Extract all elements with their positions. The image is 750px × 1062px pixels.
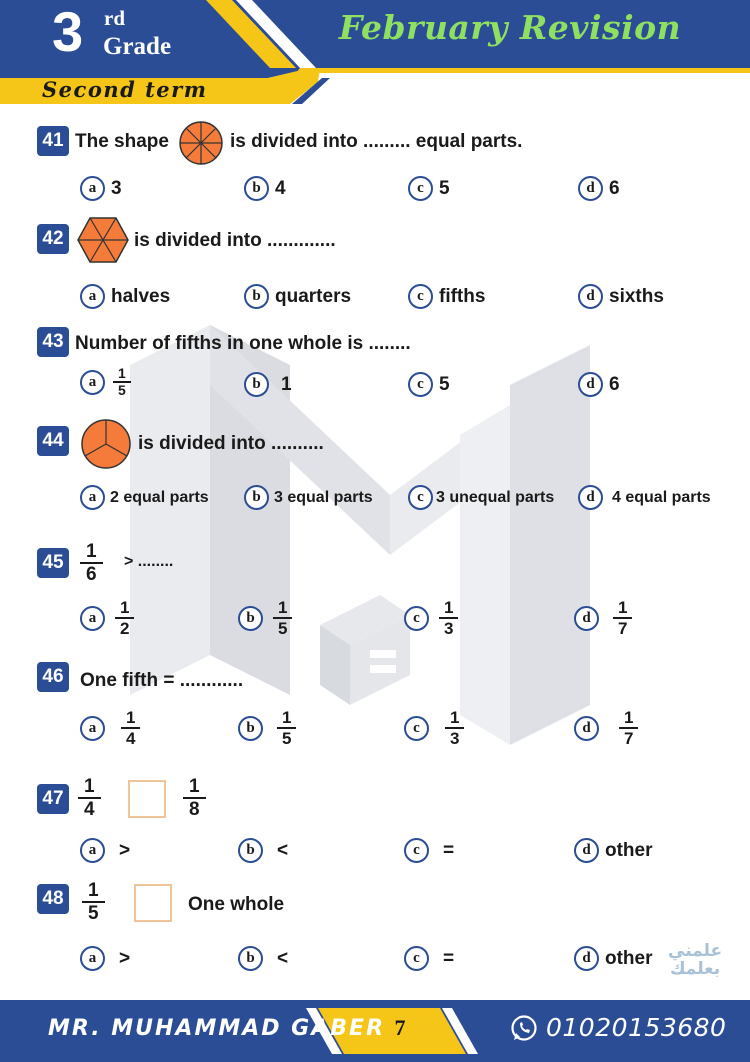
option-d[interactable]: [574, 946, 653, 971]
option-b[interactable]: [244, 372, 292, 397]
option-letter: c: [404, 606, 429, 631]
answer-box[interactable]: [134, 884, 172, 922]
fraction-denominator: 5: [88, 903, 99, 924]
option-b[interactable]: [244, 284, 351, 309]
question-text: One fifth = ............: [80, 670, 244, 691]
option-letter: a: [80, 716, 105, 741]
question-text: Number of fifths in one whole is ........: [75, 333, 411, 354]
option-a[interactable]: [80, 708, 140, 748]
corner-logo-line2: بعلمك: [669, 959, 721, 979]
option-letter: b: [238, 606, 263, 631]
option-b[interactable]: [244, 485, 373, 510]
fraction-numerator: 1: [273, 598, 292, 619]
question-text: is divided into .............: [134, 230, 336, 251]
option-fraction: [113, 366, 131, 398]
option-letter: b: [244, 485, 269, 510]
option-fraction: [619, 708, 638, 748]
option-letter: b: [238, 946, 263, 971]
fraction-numerator: 1: [80, 541, 103, 564]
question-number: 41: [37, 126, 69, 156]
fraction-numerator: 1: [445, 708, 464, 729]
option-text: halves: [111, 285, 171, 307]
option-letter: c: [408, 284, 433, 309]
option-d[interactable]: [578, 372, 620, 397]
option-letter: a: [80, 176, 105, 201]
question-text: is divided into ......... equal parts.: [230, 131, 523, 152]
question-number: 42: [37, 224, 69, 254]
fraction-denominator: 3: [450, 729, 460, 748]
fraction-numerator: 1: [78, 776, 101, 799]
question-number: 46: [37, 662, 69, 692]
option-d[interactable]: [574, 598, 632, 638]
option-b[interactable]: [238, 708, 296, 748]
question-text: The shape: [75, 131, 169, 152]
fraction-numerator: 1: [613, 598, 632, 619]
fraction-denominator: 7: [624, 729, 634, 748]
phone-contact: [510, 1013, 726, 1042]
option-c[interactable]: [408, 284, 485, 309]
option-a[interactable]: [80, 485, 209, 510]
fraction-denominator: 7: [618, 619, 628, 638]
option-b[interactable]: [238, 598, 292, 638]
option-letter: a: [80, 284, 105, 309]
question-text: > ........: [124, 553, 174, 570]
option-c[interactable]: [404, 708, 464, 748]
option-c[interactable]: [404, 946, 454, 971]
circle-thirds-icon: [80, 418, 132, 470]
option-fraction: [121, 708, 140, 748]
fraction-numerator: 1: [121, 708, 140, 729]
fraction-denominator: 6: [86, 564, 97, 585]
option-text: other: [605, 947, 653, 969]
option-letter: c: [408, 372, 433, 397]
grade-word: Grade: [103, 33, 172, 60]
option-text: other: [605, 839, 653, 861]
option-letter: d: [574, 838, 599, 863]
fraction-denominator: 5: [278, 619, 288, 638]
question-number: 45: [37, 548, 69, 578]
grade-number: 3: [52, 0, 84, 63]
corner-logo-line1: علمني: [668, 941, 723, 961]
page-footer: [0, 1000, 750, 1062]
option-letter: c: [408, 176, 433, 201]
option-a[interactable]: [80, 284, 170, 309]
page-number: 7: [394, 1015, 406, 1040]
option-text: =: [443, 947, 455, 969]
option-c[interactable]: [408, 485, 554, 510]
question-fraction: [80, 541, 103, 585]
option-letter: c: [404, 838, 429, 863]
option-a[interactable]: [80, 838, 130, 863]
option-c[interactable]: [408, 372, 450, 397]
option-text: >: [119, 947, 131, 969]
right-text: One whole: [188, 894, 285, 915]
option-text: 3: [111, 177, 122, 199]
option-letter: b: [244, 176, 269, 201]
option-fraction: [613, 598, 632, 638]
fraction-numerator: 1: [439, 598, 458, 619]
option-text: 4 equal parts: [612, 488, 711, 506]
option-letter: b: [244, 372, 269, 397]
fraction-numerator: 1: [619, 708, 638, 729]
phone-number: 01020153680: [546, 1013, 727, 1042]
option-text: 1: [281, 373, 292, 395]
option-fraction: [277, 708, 296, 748]
option-a[interactable]: [80, 946, 130, 971]
option-text: 5: [439, 177, 450, 199]
left-fraction: [82, 880, 105, 924]
option-letter: d: [574, 716, 599, 741]
answer-box[interactable]: [128, 780, 166, 818]
option-a[interactable]: [80, 366, 131, 398]
option-text: quarters: [275, 285, 352, 307]
question-number: 44: [37, 426, 69, 456]
page-title: February Revision: [338, 8, 682, 47]
option-b[interactable]: [244, 176, 286, 201]
option-c[interactable]: [404, 598, 458, 638]
fraction-denominator: 3: [444, 619, 454, 638]
page-header: [0, 0, 750, 110]
option-text: 6: [609, 373, 620, 395]
option-b[interactable]: [238, 946, 288, 971]
circle-eighths-icon: [178, 120, 224, 166]
fraction-denominator: 4: [84, 799, 95, 820]
fraction-denominator: 5: [282, 729, 292, 748]
whatsapp-icon: [510, 1014, 538, 1042]
option-text: sixths: [609, 285, 664, 307]
option-text: <: [277, 947, 289, 969]
option-b[interactable]: [238, 838, 288, 863]
left-fraction: [78, 776, 101, 820]
option-d[interactable]: [578, 176, 620, 201]
option-letter: d: [578, 372, 603, 397]
option-letter: d: [578, 284, 603, 309]
option-text: 4: [275, 177, 286, 199]
fraction-numerator: 1: [277, 708, 296, 729]
option-fraction: [115, 598, 134, 638]
term-label: Second term: [42, 77, 208, 102]
option-text: >: [119, 839, 131, 861]
option-c[interactable]: [404, 838, 454, 863]
right-fraction: [183, 776, 206, 820]
option-letter: c: [404, 716, 429, 741]
option-text: 2 equal parts: [110, 488, 209, 506]
option-d[interactable]: [574, 838, 653, 863]
option-letter: d: [574, 946, 599, 971]
option-text: 3 unequal parts: [436, 488, 555, 506]
grade-suffix: rd: [104, 6, 125, 30]
teacher-name: MR. MUHAMMAD GABER: [48, 1016, 386, 1041]
question-number: 48: [37, 884, 69, 914]
option-text: 3 equal parts: [274, 488, 373, 506]
option-letter: a: [80, 946, 105, 971]
fraction-numerator: 1: [115, 598, 134, 619]
fraction-denominator: 8: [189, 799, 200, 820]
option-letter: b: [238, 838, 263, 863]
corner-logo: [668, 942, 722, 978]
fraction-denominator: 2: [120, 619, 130, 638]
option-letter: c: [404, 946, 429, 971]
fraction-numerator: 1: [82, 880, 105, 903]
option-text: 5: [439, 373, 450, 395]
option-fraction: [273, 598, 292, 638]
option-fraction: [445, 708, 464, 748]
option-c[interactable]: [408, 176, 450, 201]
option-d[interactable]: [578, 485, 711, 510]
option-letter: b: [244, 284, 269, 309]
option-letter: d: [574, 606, 599, 631]
option-letter: a: [80, 606, 105, 631]
fraction-denominator: 4: [126, 729, 136, 748]
hexagon-sixths-icon: [76, 216, 130, 264]
option-a[interactable]: [80, 598, 134, 638]
option-text: 6: [609, 177, 620, 199]
option-letter: d: [578, 485, 603, 510]
option-fraction: [439, 598, 458, 638]
option-letter: d: [578, 176, 603, 201]
option-text: fifths: [439, 285, 486, 307]
option-text: =: [443, 839, 455, 861]
option-text: <: [277, 839, 289, 861]
option-letter: a: [80, 370, 105, 395]
question-number: 43: [37, 327, 69, 357]
option-letter: a: [80, 485, 105, 510]
option-letter: c: [408, 485, 433, 510]
fraction-denominator: 5: [118, 382, 126, 398]
option-letter: b: [238, 716, 263, 741]
option-d[interactable]: [578, 284, 664, 309]
option-a[interactable]: [80, 176, 122, 201]
fraction-numerator: 1: [113, 366, 131, 383]
question-number: 47: [37, 784, 69, 814]
option-d[interactable]: [574, 708, 638, 748]
option-letter: a: [80, 838, 105, 863]
fraction-numerator: 1: [183, 776, 206, 799]
question-text: is divided into ..........: [138, 433, 324, 454]
